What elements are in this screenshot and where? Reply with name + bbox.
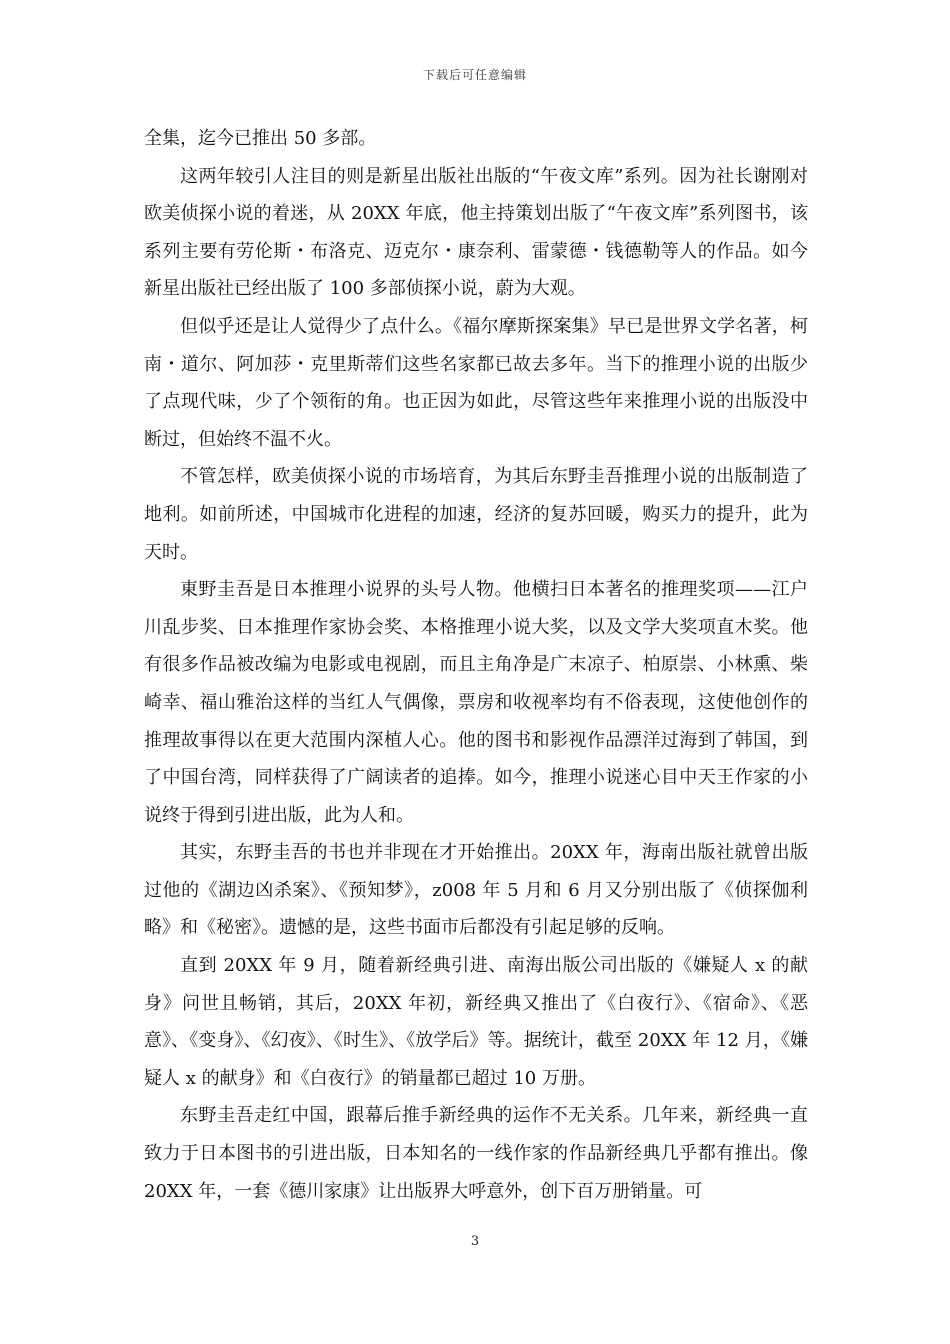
document-body bbox=[144, 120, 808, 1210]
paragraph: 不管怎样，欧美侦探小说的市场培育，为其后东野圭吾推理小说的出版制造了地利。如前所述，中国城市化进程的加速，经济的复苏回暖，购买力的提升，此为天时。 bbox=[144, 466, 808, 563]
paragraph: 这两年较引人注目的则是新星出版社出版的“午夜文库”系列。因为社长谢刚对欧美侦探小说的着迷，从 20XX 年底，他主持策划出版了“午夜文库”系列图书，该系列主要有劳伦斯・布洛克、迈克尔・康奈利、雷蒙德・钱德勒等人的作品。如今新星出版社已经出版了 100 多部侦探小说，蔚为大观。 bbox=[144, 165, 808, 300]
paragraph: 其实，东野圭吾的书也并非现在才开始推出。20XX 年，海南出版社就曾出版过他的《湖边凶杀案》、《预知梦》，z008 年 5 月和 6 月又分别出版了《侦探伽利略》和《秘密》。遗憾的是，这些书面市后都没有引起足够的反响。 bbox=[144, 842, 808, 939]
page-number: 3 bbox=[470, 1234, 480, 1249]
paragraph: 全集，迄今已推出 50 多部。 bbox=[144, 128, 377, 149]
paragraph: 直到 20XX 年 9 月，随着新经典引进、南海出版公司出版的《嫌疑人 x 的献身》问世且畅销，其后，20XX 年初，新经典又推出了《白夜行》、《宿命》、《恶意》、《变身》、《幻夜》、《时生》、《放学后》等。据统计，截至 20XX 年 12 月，《嫌疑人 x 的献身》和《白夜行》的销量都已超过 10 万册。 bbox=[144, 955, 808, 1089]
paragraph: 东野圭吾走红中国，跟幕后推手新经典的运作不无关系。几年来，新经典一直致力于日本图书的引进出版，日本知名的一线作家的作品新经典几乎都有推出。像 20XX 年，一套《德川家康》让出版界大呼意外，创下百万册销量。可 bbox=[144, 1105, 808, 1202]
page-header: 下载后可任意编辑 bbox=[422, 68, 527, 82]
paragraph: 東野圭吾是日本推理小说界的头号人物。他横扫日本著名的推理奖项——江户川乱步奖、日本推理作家协会奖、本格推理小说大奖，以及文学大奖项直木奖。他有很多作品被改编为电影或电视剧，而且主角净是广末凉子、柏原崇、小林熏、柴崎幸、福山雅治这样的当红人气偶像，票房和收视率均有不俗表现，这使他创作的推理故事得以在更大范围内深植人心。他的图书和影视作品漂洋过海到了韩国，到了中国台湾，同样获得了广阔读者的追捧。如今，推理小说迷心目中天王作家的小说终于得到引进出版，此为人和。 bbox=[144, 579, 808, 826]
paragraph: 但似乎还是让人觉得少了点什么。《福尔摩斯探案集》早已是世界文学名著，柯南・道尔、阿加莎・克里斯蒂们这些名家都已故去多年。当下的推理小说的出版少了点现代味，少了个领衔的角。也正因为如此，尽管这些年来推理小说的出版没中断过，但始终不温不火。 bbox=[144, 315, 808, 450]
